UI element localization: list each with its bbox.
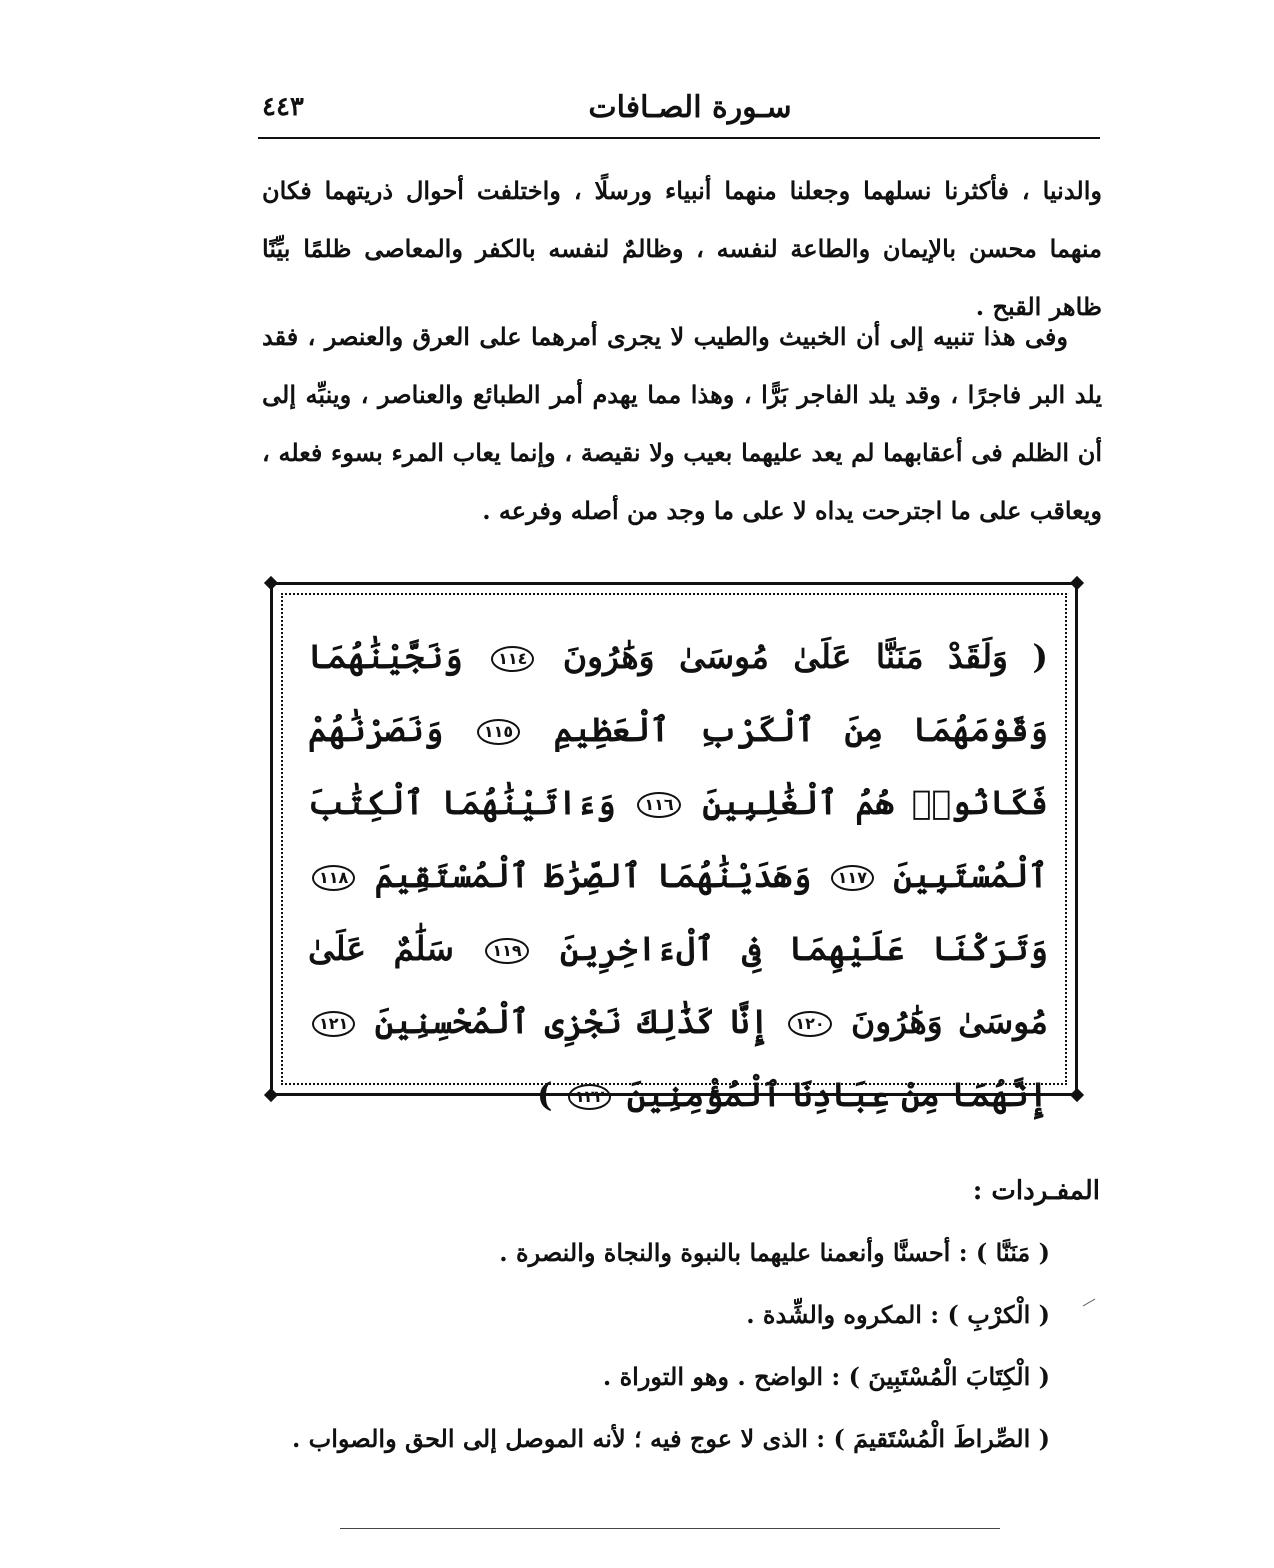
ayah-text: إِنَّا كَذَٰلِكَ نَجْزِى ٱلْمُحْسِنِينَ <box>374 1002 769 1041</box>
vocabulary-item: ( الْكرْبِ ) : المكروه والشِّدة . <box>746 1300 1050 1329</box>
ayah-number-marker: ١٢٢ <box>568 1084 611 1110</box>
surah-title: سـورة الصـافات <box>588 90 792 125</box>
scan-mark <box>1083 1299 1096 1307</box>
ayah-text: وَنَجَّيْنَٰهُمَا وَقَوْمَهُمَا مِنَ ٱلْكَرْبِ ٱلْعَظِيمِ <box>308 637 1048 749</box>
ayah-text: وَنَصَرْنَٰهُمْ فَكَانُوا۟ هُمُ ٱلْغَٰلِبِينَ <box>308 710 1048 822</box>
quran-verses <box>308 620 1048 1131</box>
footer-divider <box>340 1528 1000 1529</box>
ayah-text: سَلَٰمٌ عَلَىٰ مُوسَىٰ وَهَٰرُونَ <box>308 929 1048 1041</box>
ayah-text: وَءَاتَيْنَٰهُمَا ٱلْكِتَٰبَ ٱلْمُسْتَبِينَ <box>308 783 1048 895</box>
ayah-text: إِنَّهُمَا مِنْ عِبَادِنَا ٱلْمُؤْمِنِينَ <box>626 1075 1048 1114</box>
vocabulary-item: ( مَنَنَّا ) : أحسنَّا وأنعمنا عليهما بالنبوة والنجاة والنصرة . <box>499 1238 1050 1267</box>
frame-corner-ornament <box>1070 576 1084 590</box>
ayah-text: وَلَقَدْ مَنَنَّا عَلَىٰ مُوسَىٰ وَهَٰرُونَ <box>562 637 1008 676</box>
ayah-number-marker: ١١٩ <box>485 938 528 964</box>
vocabulary-heading: المفـردات : <box>972 1176 1100 1206</box>
vocabulary-item: ( الْكِتَابَ الْمُسْتَبِينَ ) : الواضح . وهو التوراة . <box>602 1362 1050 1391</box>
ayah-number-marker: ١١٤ <box>491 646 534 672</box>
ayah-number-marker: ١١٦ <box>637 792 680 818</box>
header-divider <box>258 137 1100 139</box>
verses-close-paren: ) <box>536 1075 553 1114</box>
vocabulary-list <box>291 1222 1050 1470</box>
frame-corner-ornament <box>264 1088 278 1102</box>
frame-corner-ornament <box>1070 1088 1084 1102</box>
ayah-number-marker: ١٢١ <box>312 1011 355 1037</box>
verses-open-paren: ( <box>1032 637 1048 676</box>
ayah-number-marker: ١٢٠ <box>788 1011 831 1037</box>
commentary-paragraph-1: والدنيا ، فأكثرنا نسلهما وجعلنا منهما أنبياء ورسلًا ، واختلفت أحوال ذريتهما فكان منهما محسن بالإيمان والطاعة لنفسه ، وظالمٌ لنفسه بالكفر والمعاصى ظلمًا بيِّنًا ظاهر القبح . <box>262 176 1102 321</box>
ayah-number-marker: ١١٨ <box>312 865 355 891</box>
frame-corner-ornament <box>264 576 278 590</box>
ayah-text: وَهَدَيْنَٰهُمَا ٱلصِّرَٰطَ ٱلْمُسْتَقِيمَ <box>374 856 812 895</box>
ayah-number-marker: ١١٧ <box>831 865 874 891</box>
page-number: ٤٤٣ <box>262 92 304 122</box>
vocabulary-item: ( الصِّراطَ الْمُسْتَقيمَ ) : الذى لا عوج فيه ؛ لأنه الموصل إلى الحق والصواب . <box>291 1424 1050 1453</box>
commentary-paragraph-2: وفى هذا تنبيه إلى أن الخبيث والطيب لا يجرى أمرهما على العرق والعنصر ، فقد يلد البر فاجرًا ، وقد يلد الفاجر بَرًّا ، وهذا مما يهدم أمر الطبائع والعناصر ، وينبِّه إلى أن الظلم فى أعقابهما لم يعد عليهما بعيب ولا نقيصة ، وإنما يعاب المرء بسوء فعله ، ويعاقب على ما اجترحت يداه لا على ما وجد من أصله وفرعه . <box>262 322 1103 525</box>
ayah-text: وَتَرَكْنَا عَلَيْهِمَا فِى ٱلْءَاخِرِينَ <box>559 929 1048 968</box>
ayah-number-marker: ١١٥ <box>477 719 520 745</box>
